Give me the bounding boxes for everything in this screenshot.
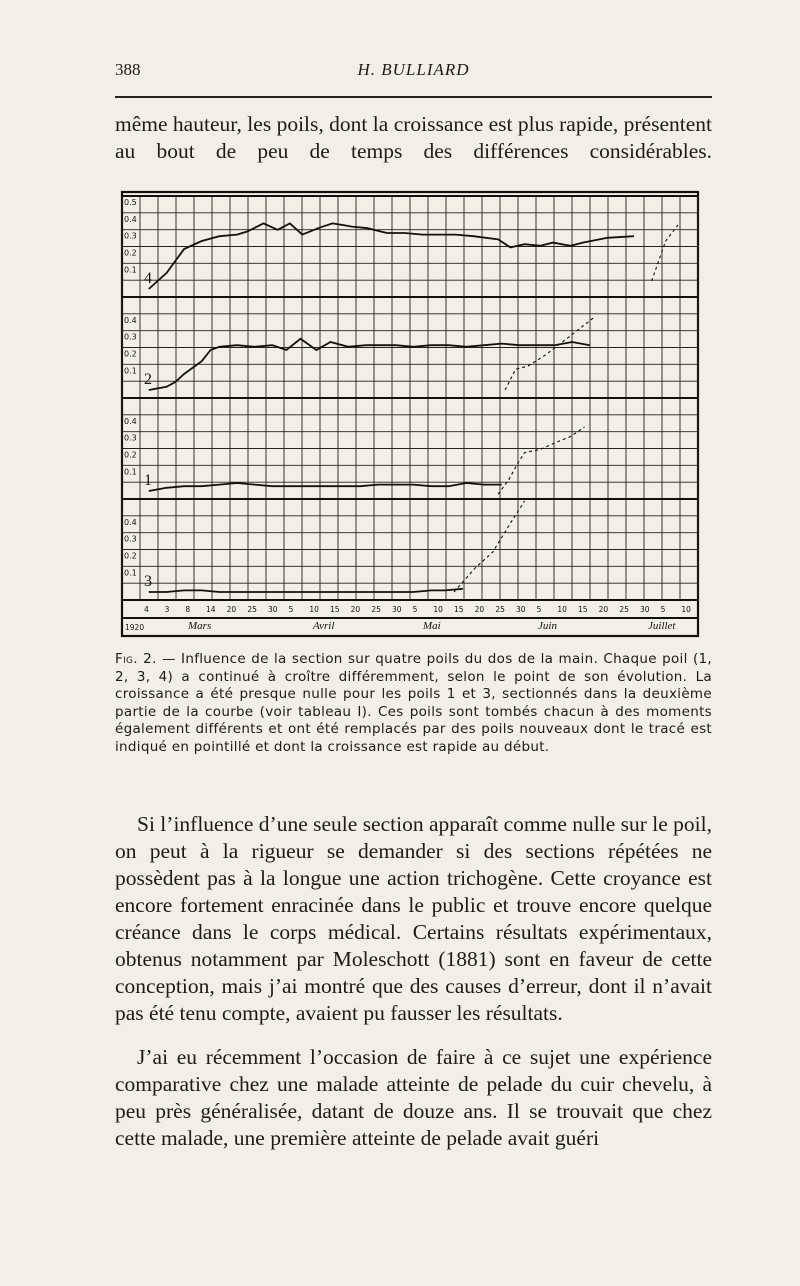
- curve-number-label: 3: [144, 573, 152, 590]
- y-tick-label: 0.4: [124, 517, 137, 527]
- paragraph-3: J’ai eu récemment l’occasion de faire à ce sujet une expérience comparative chez une malade atteinte de pelade du cuir chevelu, à peu près généralisée, datant de douze ans. Il se trouvait que chez cette malade, une première atteinte de pelade avait guéri: [115, 1045, 712, 1150]
- series-line-3: [149, 589, 463, 592]
- x-date-label: 14: [206, 605, 216, 614]
- x-date-label: 8: [185, 605, 191, 614]
- header-rule: [115, 96, 712, 98]
- x-date-label: 25: [371, 605, 381, 614]
- year-label: 1920: [125, 623, 145, 632]
- x-date-label: 20: [350, 605, 361, 614]
- x-date-label: 5: [660, 605, 666, 614]
- x-date-label: 20: [598, 605, 609, 614]
- month-label: Avril: [313, 620, 335, 632]
- x-date-label: 15: [330, 605, 340, 614]
- x-date-label: 10: [433, 605, 443, 614]
- figure-caption: [115, 651, 712, 756]
- chart-svg: [118, 188, 702, 638]
- x-date-label: 10: [309, 605, 319, 614]
- y-tick-label: 0.4: [124, 315, 137, 325]
- x-date-label: 25: [495, 605, 505, 614]
- caption-label: Fig. 2.: [115, 651, 157, 667]
- y-tick-label: 0.3: [124, 231, 137, 241]
- y-tick-label: 0.5: [124, 198, 137, 207]
- y-tick-label: 0.4: [124, 214, 137, 224]
- series-line-1: [149, 483, 502, 491]
- y-tick-label: 0.2: [124, 450, 137, 460]
- curve-number-label: 2: [144, 371, 152, 388]
- y-tick-label: 0.4: [124, 416, 137, 426]
- x-date-label: 30: [640, 605, 650, 614]
- page-number: 388: [115, 60, 141, 79]
- x-date-label: 3: [164, 605, 170, 614]
- x-date-label: 10: [557, 605, 567, 614]
- y-tick-label: 0.3: [124, 534, 137, 544]
- series-line-1-nouveau-: [498, 427, 584, 494]
- series-line-4-nouveau-: [652, 225, 678, 281]
- curve-number-label: 1: [144, 472, 152, 489]
- y-tick-label: 0.3: [124, 332, 137, 342]
- y-tick-label: 0.2: [124, 349, 137, 359]
- month-label: Juillet: [648, 620, 676, 632]
- figure-chart: [118, 188, 702, 638]
- intro-paragraph: même hauteur, les poils, dont la croissance est plus rapide, présentent au bout de peu de temps des différences considérables.: [115, 112, 712, 163]
- x-date-label: 4: [144, 605, 149, 614]
- x-date-label: 20: [474, 605, 485, 614]
- x-date-label: 30: [268, 605, 278, 614]
- y-tick-label: 0.2: [124, 551, 137, 561]
- x-date-label: 5: [536, 605, 542, 614]
- series-line-4: [149, 223, 634, 289]
- x-date-label: 5: [412, 605, 418, 614]
- y-tick-label: 0.3: [124, 433, 137, 443]
- paragraph-2: Si l’influence d’une seule section apparaît comme nulle sur le poil, on peut à la rigueur se demander si des sections répétées ne possèdent pas à la longue une action trichogène. Cette croyance est encore fortement enracinée dans le public et trouve encore quelque créance dans le corps médical. Certains résultats expérimentaux, obtenus notamment par Moleschott (1881) sont en faveur de cette conception, mais j’ai montré que des causes d’erreur, dont il n’avait pas été tenu compte, avaient pu fausser les résultats.: [115, 812, 712, 1025]
- series-line-3-nouveau-: [454, 501, 525, 592]
- caption-body: — Influence de la section sur quatre poils du dos de la main. Chaque poil (1, 2, 3, 4) a continué à croître différemment, selon le point de son évolution. La croissance a été presque nulle pour les poils 1 et 3, sectionnés dans la deuxième partie de la courbe (voir tableau I). Ces poils sont tombés chacun à des moments également différents et ont été remplacés par des poils nouveaux dont le tracé est indiqué en pointillé et dont la croissance est rapide au début.: [115, 651, 712, 755]
- x-date-label: 15: [454, 605, 464, 614]
- y-tick-label: 0.2: [124, 248, 137, 258]
- y-tick-label: 0.1: [124, 467, 137, 477]
- x-date-label: 30: [516, 605, 526, 614]
- y-tick-label: 0.1: [124, 568, 137, 578]
- x-date-label: 30: [392, 605, 402, 614]
- x-date-label: 20: [226, 605, 237, 614]
- x-date-label: 25: [247, 605, 257, 614]
- x-date-label: 10: [681, 605, 691, 614]
- page-header: [115, 60, 712, 90]
- y-tick-label: 0.1: [124, 265, 137, 275]
- x-date-label: 5: [288, 605, 294, 614]
- month-label: Juin: [538, 620, 557, 632]
- x-date-label: 25: [619, 605, 629, 614]
- running-title: H. BULLIARD: [357, 60, 470, 79]
- month-label: Mai: [423, 620, 441, 632]
- month-label: Mars: [188, 620, 212, 632]
- curve-number-label: 4: [144, 270, 152, 287]
- x-date-label: 15: [578, 605, 588, 614]
- y-tick-label: 0.1: [124, 366, 137, 376]
